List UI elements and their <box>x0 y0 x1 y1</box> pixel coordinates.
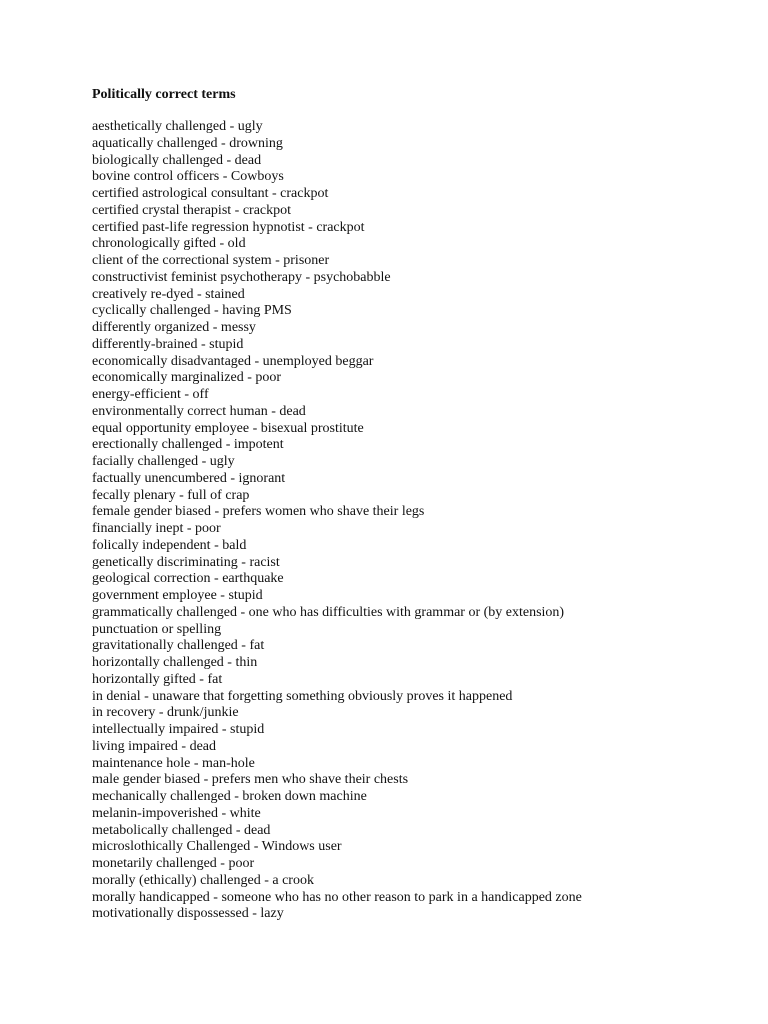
term-line: certified crystal therapist - crackpot <box>92 202 292 218</box>
term-line: certified astrological consultant - crackpot <box>92 186 329 201</box>
term-line: government employee - stupid <box>92 588 263 603</box>
term-line: constructivist feminist psychotherapy - psychobabble <box>92 269 391 285</box>
term-line: environmentally correct human - dead <box>92 403 306 419</box>
term-line: erectionally challenged - impotent <box>92 437 284 453</box>
term-line: morally (ethically) challenged - a crook <box>92 872 314 888</box>
term-line: chronologically gifted - old <box>92 236 246 252</box>
term-line: intellectually impaired - stupid <box>92 722 265 737</box>
term-line: maintenance hole - man-hole <box>92 755 255 771</box>
term-line: client of the correctional system - prisoner <box>92 253 330 268</box>
term-line: biologically challenged - dead <box>92 152 262 168</box>
term-line: motivationally dispossessed - lazy <box>92 906 284 922</box>
term-line: female gender biased - prefers women who shave their legs <box>92 504 425 520</box>
term-line: bovine control officers - Cowboys <box>92 169 284 185</box>
term-line: in recovery - drunk/junkie <box>92 705 239 721</box>
term-line: folically independent - bald <box>92 537 247 553</box>
term-line: genetically discriminating - racist <box>92 554 280 570</box>
term-line: horizontally challenged - thin <box>92 655 258 670</box>
term-line: differently-brained - stupid <box>92 336 244 352</box>
term-line: metabolically challenged - dead <box>92 822 271 838</box>
term-line: gravitationally challenged - fat <box>92 638 265 654</box>
term-line: differently organized - messy <box>92 320 256 335</box>
term-line: horizontally gifted - fat <box>92 671 223 687</box>
term-line: male gender biased - prefers men who shave their chests <box>92 772 409 788</box>
term-line: facially challenged - ugly <box>92 454 235 469</box>
term-line: microslothically Challenged - Windows user <box>92 839 342 855</box>
term-line: financially inept - poor <box>92 521 221 536</box>
term-line: grammatically challenged - one who has difficulties with grammar or (by extension) <box>92 604 565 620</box>
term-line: punctuation or spelling <box>92 621 222 637</box>
term-line: monetarily challenged - poor <box>92 856 255 871</box>
term-line: mechanically challenged - broken down machine <box>92 789 367 804</box>
term-line: morally handicapped - someone who has no other reason to park in a handicapped zone <box>92 889 582 905</box>
term-line: factually unencumbered - ignorant <box>92 470 286 486</box>
term-line: equal opportunity employee - bisexual prostitute <box>92 420 364 436</box>
term-list <box>92 119 712 923</box>
term-line: geological correction - earthquake <box>92 571 284 587</box>
term-line: aesthetically challenged - ugly <box>92 119 263 134</box>
term-line: melanin-impoverished - white <box>92 805 261 821</box>
term-line: living impaired - dead <box>92 738 217 754</box>
term-line: energy-efficient - off <box>92 387 209 402</box>
term-line: economically disadvantaged - unemployed beggar <box>92 353 374 369</box>
term-line: fecally plenary - full of crap <box>92 487 250 503</box>
term-line: certified past-life regression hypnotist - crackpot <box>92 219 365 235</box>
document-title: Politically correct terms <box>92 87 236 102</box>
term-line: cyclically challenged - having PMS <box>92 303 292 319</box>
term-line: economically marginalized - poor <box>92 370 282 386</box>
term-line: aquatically challenged - drowning <box>92 135 283 151</box>
term-line: in denial - unaware that forgetting something obviously proves it happened <box>92 688 513 704</box>
term-line: creatively re-dyed - stained <box>92 286 245 302</box>
